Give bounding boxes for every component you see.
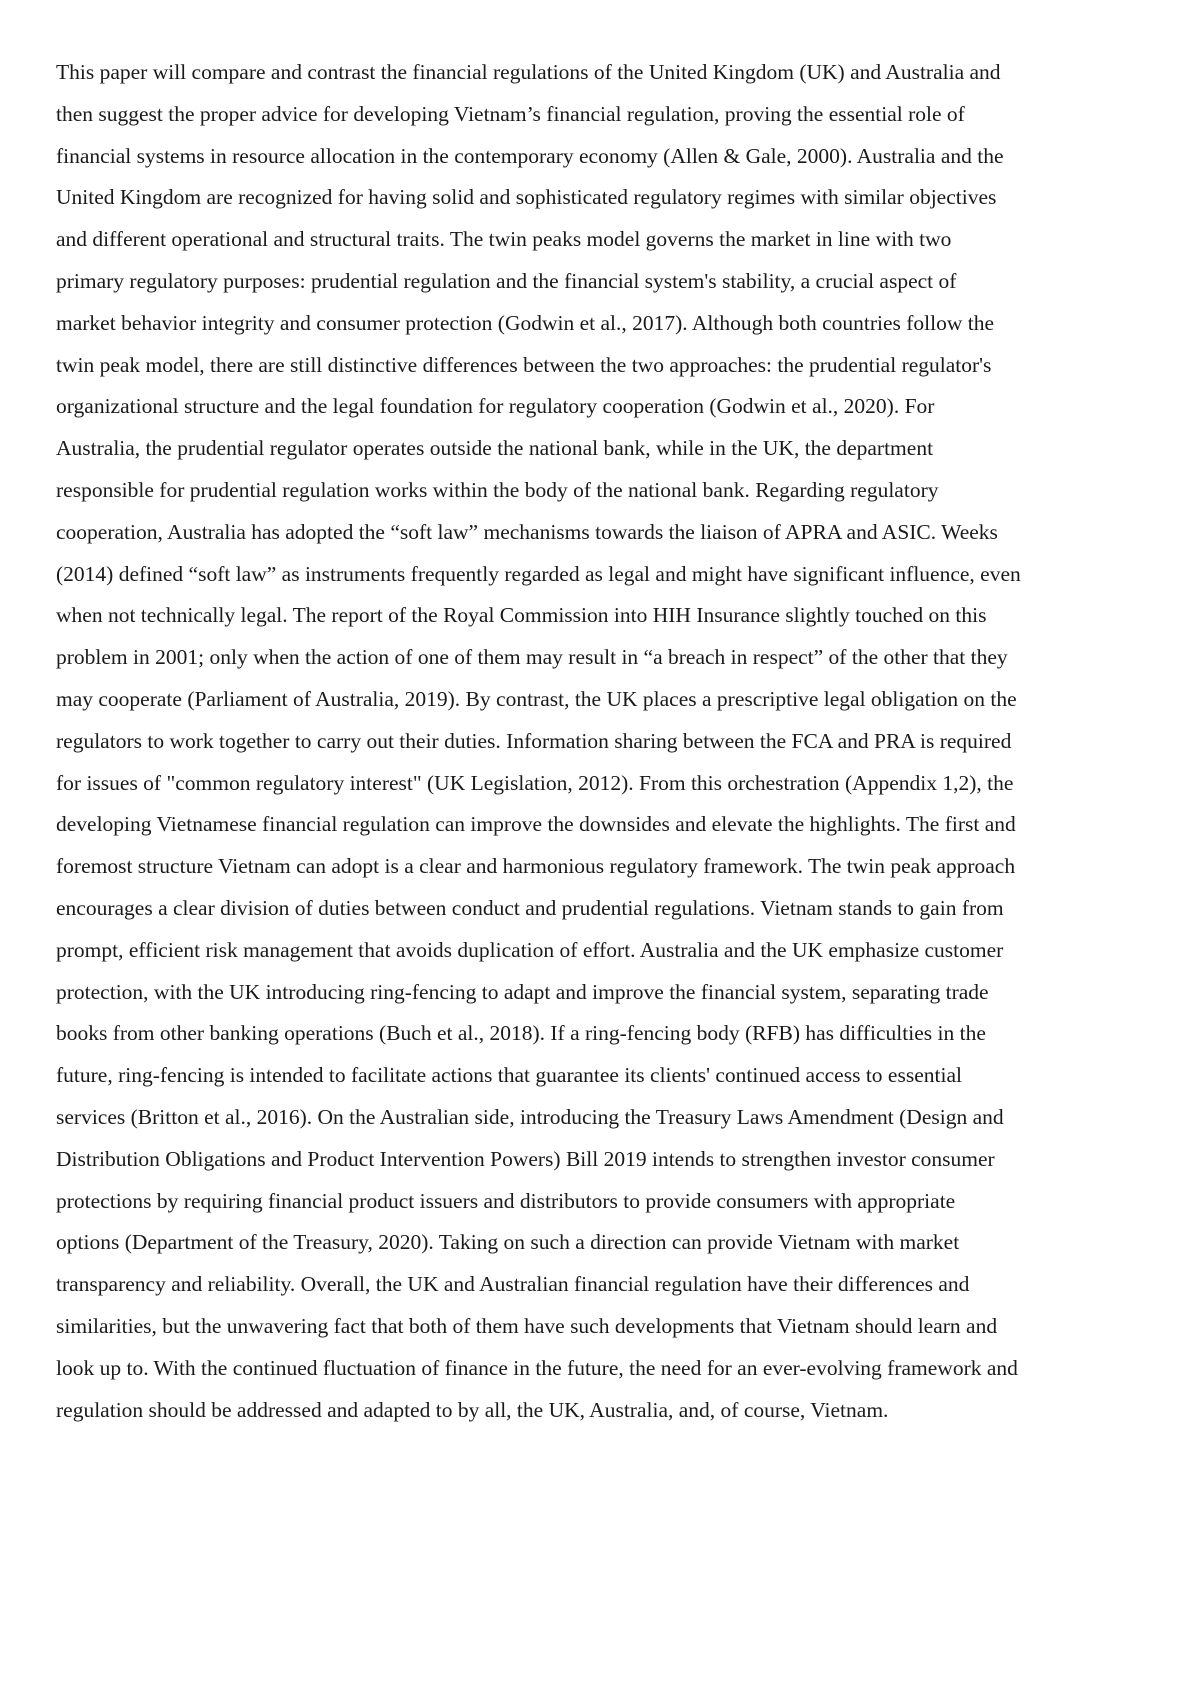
- paragraph-line: regulation should be addressed and adapted to by all, the UK, Australia, and, of course, Vietnam.: [56, 1397, 889, 1422]
- body-paragraph: [56, 52, 1156, 1431]
- paragraph-line: problem in 2001; only when the action of one of them may result in “a breach in respect” of the other that they: [56, 645, 1008, 670]
- paragraph-line: foremost structure Vietnam can adopt is a clear and harmonious regulatory framework. The twin peak approach: [56, 854, 1016, 879]
- paragraph-line: then suggest the proper advice for developing Vietnam’s financial regulation, proving the essential role of: [56, 101, 965, 126]
- paragraph-line: responsible for prudential regulation works within the body of the national bank. Regarding regulatory: [56, 477, 939, 502]
- paragraph-line: twin peak model, there are still distinctive differences between the two approaches: the prudential regulator's: [56, 352, 992, 377]
- paragraph-line: organizational structure and the legal foundation for regulatory cooperation (Godwin et al., 2020). For: [56, 394, 935, 419]
- paragraph-line: services (Britton et al., 2016). On the Australian side, introducing the Treasury Laws Amendment (Design and: [56, 1104, 1004, 1129]
- paragraph-line: Australia, the prudential regulator operates outside the national bank, while in the UK, the department: [56, 436, 934, 461]
- paragraph-line: may cooperate (Parliament of Australia, 2019). By contrast, the UK places a prescriptive legal obligation on the: [56, 686, 1017, 711]
- paragraph-line: financial systems in resource allocation in the contemporary economy (Allen & Gale, 2000). Australia and the: [56, 143, 1004, 168]
- paragraph-line: (2014) defined “soft law” as instruments frequently regarded as legal and might have significant influence, even: [56, 561, 1021, 586]
- paragraph-line: Distribution Obligations and Product Intervention Powers) Bill 2019 intends to strengthen investor consumer: [56, 1146, 995, 1171]
- paragraph-line: and different operational and structural traits. The twin peaks model governs the market in line with two: [56, 227, 952, 252]
- paragraph-line: books from other banking operations (Buch et al., 2018). If a ring-fencing body (RFB) has difficulties in the: [56, 1021, 986, 1046]
- paragraph-line: options (Department of the Treasury, 2020). Taking on such a direction can provide Vietnam with market: [56, 1230, 960, 1255]
- paragraph-line: protection, with the UK introducing ring-fencing to adapt and improve the financial system, separating trade: [56, 979, 989, 1004]
- paragraph-line: This paper will compare and contrast the financial regulations of the United Kingdom (UK) and Australia and: [56, 60, 1001, 84]
- paragraph-line: transparency and reliability. Overall, the UK and Australian financial regulation have their differences and: [56, 1272, 970, 1297]
- paragraph-line: regulators to work together to carry out their duties. Information sharing between the FCA and PRA is required: [56, 728, 1012, 753]
- paragraph-line: for issues of "common regulatory interest" (UK Legislation, 2012). From this orchestration (Appendix 1,2), the: [56, 770, 1014, 795]
- paragraph-line: primary regulatory purposes: prudential regulation and the financial system's stability, a crucial aspect of: [56, 268, 957, 293]
- paragraph-line: cooperation, Australia has adopted the “soft law” mechanisms towards the liaison of APRA and ASIC. Weeks: [56, 519, 998, 544]
- paragraph-line: developing Vietnamese financial regulation can improve the downsides and elevate the highlights. The first and: [56, 812, 1016, 837]
- paragraph-line: United Kingdom are recognized for having solid and sophisticated regulatory regimes with similar objectives: [56, 185, 997, 210]
- paragraph-line: market behavior integrity and consumer protection (Godwin et al., 2017). Although both countries follow the: [56, 310, 995, 335]
- paragraph-line: prompt, efficient risk management that avoids duplication of effort. Australia and the UK emphasize customer: [56, 937, 1004, 962]
- paragraph-line: encourages a clear division of duties between conduct and prudential regulations. Vietnam stands to gain from: [56, 895, 1004, 920]
- paragraph-line: look up to. With the continued fluctuation of finance in the future, the need for an ever-evolving framework and: [56, 1355, 1018, 1380]
- paragraph-line: when not technically legal. The report of the Royal Commission into HIH Insurance slightly touched on this: [56, 603, 987, 628]
- paragraph-line: future, ring-fencing is intended to facilitate actions that guarantee its clients' continued access to essential: [56, 1063, 962, 1088]
- paragraph-line: similarities, but the unwavering fact that both of them have such developments that Vietnam should learn and: [56, 1313, 998, 1338]
- paragraph-line: protections by requiring financial product issuers and distributors to provide consumers with appropriate: [56, 1188, 956, 1213]
